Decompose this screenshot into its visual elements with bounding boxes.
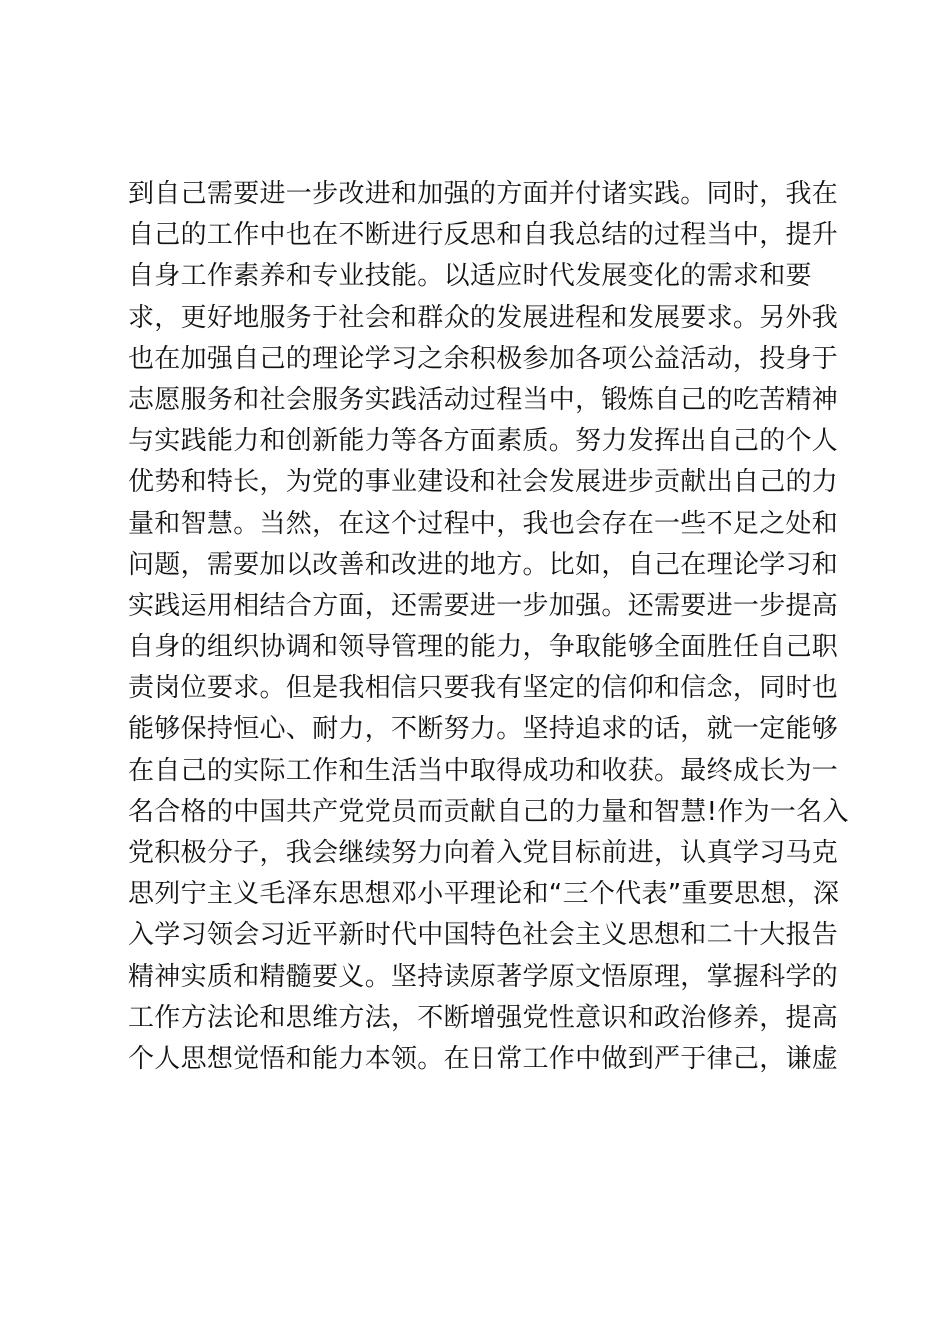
- text-line-20: 精神实质和精髓要义。坚持读原著学原文悟原理，掌握科学的: [128, 961, 839, 992]
- text-line-6: 志愿服务和社会服务实践活动过程当中，锻炼自己的吃苦精神: [128, 384, 839, 415]
- text-line-2: 自己的工作中也在不断进行反思和自我总结的过程当中，提升: [128, 220, 839, 251]
- text-line-22: 个人思想觉悟和能力本领。在日常工作中做到严于律己，谦虚: [128, 1043, 839, 1074]
- text-line-5: 也在加强自己的理论学习之余积极参加各项公益活动，投身于: [128, 343, 839, 374]
- text-line-4: 求，更好地服务于社会和群众的发展进程和发展要求。另外我: [128, 302, 839, 333]
- text-line-7: 与实践能力和创新能力等各方面素质。努力发挥出自己的个人: [128, 426, 839, 457]
- text-line-3: 自身工作素养和专业技能。以适应时代发展变化的需求和要: [128, 261, 812, 292]
- text-line-18: 思列宁主义毛泽东思想邓小平理论和“三个代表”重要思想，深: [128, 879, 840, 910]
- text-line-13: 责岗位要求。但是我相信只要我有坚定的信仰和信念，同时也: [128, 673, 839, 704]
- text-line-16: 名合格的中国共产党党员而贡献自己的力量和智慧!作为一名入: [128, 796, 849, 827]
- text-line-10: 问题，需要加以改善和改进的地方。比如，自己在理论学习和: [128, 549, 839, 580]
- text-line-15: 在自己的实际工作和生活当中取得成功和收获。最终成长为一: [128, 755, 839, 786]
- text-line-19: 入学习领会习近平新时代中国特色社会主义思想和二十大报告: [128, 920, 839, 951]
- text-line-1: 到自己需要进一步改进和加强的方面并付诸实践。同时，我在: [128, 179, 839, 209]
- body-text: [128, 174, 849, 1080]
- text-line-21: 工作方法论和思维方法，不断增强党性意识和政治修养，提高: [128, 1002, 839, 1033]
- text-line-12: 自身的组织协调和领导管理的能力，争取能够全面胜任自己职: [128, 632, 839, 663]
- text-line-8: 优势和特长，为党的事业建设和社会发展进步贡献出自己的力: [128, 467, 839, 498]
- text-line-9: 量和智慧。当然，在这个过程中，我也会存在一些不足之处和: [128, 508, 839, 539]
- text-line-11: 实践运用相结合方面，还需要进一步加强。还需要进一步提高: [128, 590, 839, 621]
- text-line-17: 党积极分子，我会继续努力向着入党目标前进，认真学习马克: [128, 838, 839, 868]
- text-line-14: 能够保持恒心、耐力，不断努力。坚持追求的话，就一定能够: [128, 714, 839, 745]
